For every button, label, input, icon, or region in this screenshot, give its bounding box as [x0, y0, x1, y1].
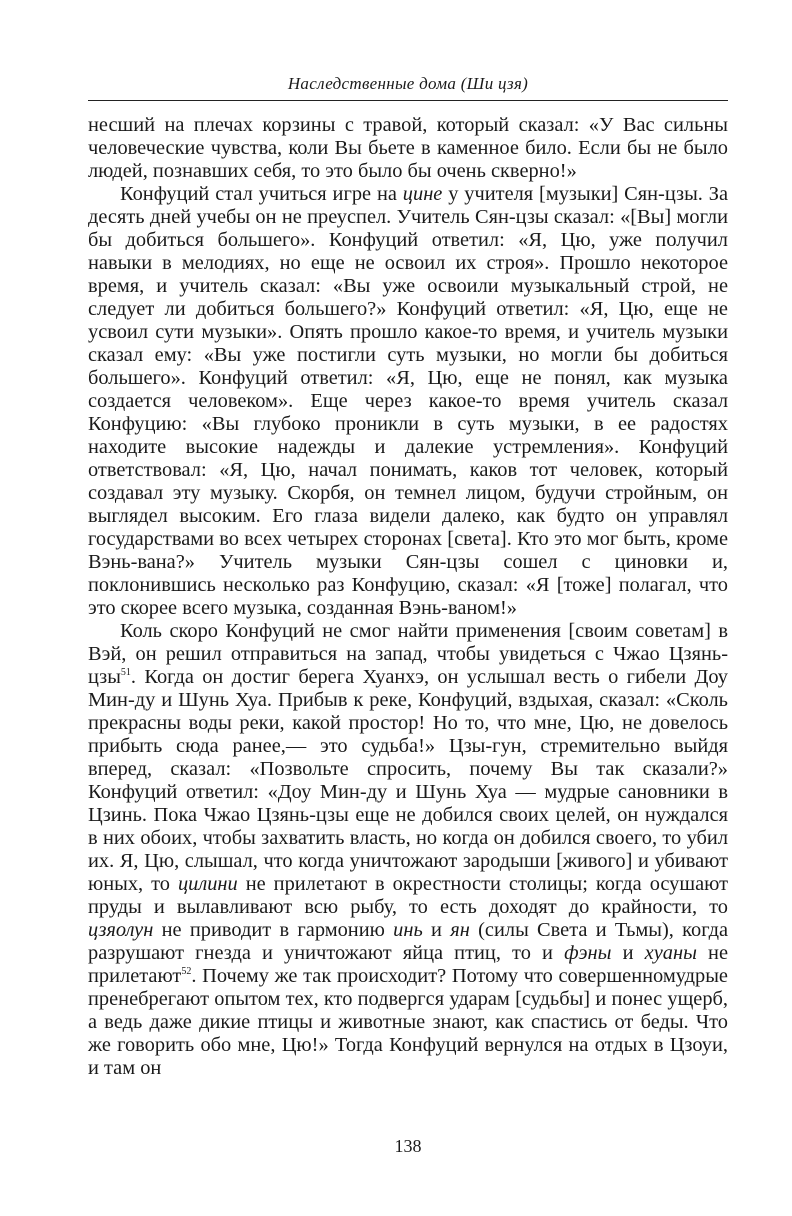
- italic-term: фэны: [564, 942, 612, 964]
- italic-term: цзяолун: [88, 919, 154, 941]
- header-rule: [88, 100, 728, 101]
- paragraph: [88, 114, 728, 183]
- italic-term: ян: [450, 919, 470, 941]
- italic-term: хуаны: [644, 942, 697, 964]
- text-segment: и: [611, 942, 645, 964]
- paragraph: [88, 620, 728, 1080]
- footnote-ref: 52: [181, 966, 192, 978]
- text-segment: . Когда он достиг берега Хуанхэ, он услышал весть о гибели Доу Мин-ду и Шунь Хуа. Прибыв к реке, Конфуций, вздыхая, сказал: «Сколь прекрасны воды реки, какой простор! Но то, что мне, Цю, не довелось прибыть сюда ранее,— это судьба!» Цзы-гун, стремительно выйдя вперед, сказал: «Позвольте спросить, почему Вы так сказали?» Конфуций ответил: «Доу Мин-ду и Шунь Хуа — мудрые сановники в Цзинь. Пока Чжао Цзянь-цзы еще не добился своих целей, он нуждался в них обоих, чтобы захватить власть, но когда он добился своего, то убил их. Я, Цю, слышал, что когда уничтожают зародыши [живого] и убивают юных, то: [88, 666, 728, 895]
- italic-term: цине: [402, 183, 443, 205]
- italic-term: инь: [393, 919, 423, 941]
- text-segment: Коль скоро Конфуций не смог найти применения [своим советам] в Вэй, он решил отправиться на запад, чтобы увидеться с Чжао Цзянь-цзы: [88, 620, 728, 688]
- paragraph: [88, 183, 728, 620]
- text-segment: несший на плечах корзины с травой, который сказал: «У Вас сильны человеческие чувства, коли Вы бьете в каменное било. Если бы не было людей, познавших себя, то это было бы очень скверно!»: [88, 114, 728, 182]
- page-number: 138: [394, 1136, 422, 1156]
- text-segment: . Почему же так происходит? Потому что совершенномудрые пренебрегают опытом тех, кто подвергся ударам [судьбы] и понес ущерб, а ведь даже дикие птицы и животные знают, как спастись от беды. Что же говорить обо мне, Цю!» Тогда Конфуций вернулся на отдых в Цзоуи, и там он: [88, 965, 728, 1079]
- text-segment: и: [422, 919, 451, 941]
- text-segment: (силы Света и Тьмы), когда разрушают гнезда и уничтожают яйца птиц, то и: [88, 919, 729, 964]
- italic-term: цилини: [177, 873, 238, 895]
- text-segment: Конфуций стал учиться игре на: [120, 183, 403, 205]
- footnote-ref: 51: [120, 667, 131, 679]
- text-segment: не прилетают в окрестности столицы; когда осушают пруды и вылавливают всю рыбу, то есть доходят до крайности, то: [88, 873, 728, 918]
- text-segment: не прилетают: [88, 942, 729, 987]
- text-segment: у учителя [музыки] Сян-цзы. За десять дней учебы он не преуспел. Учитель Сян-цзы сказал: «[Вы] могли бы добиться большего». Конфуций ответил: «Я, Цю, уже получил навыки в мелодиях, но еще не освоил их строя». Прошло некоторое время, и учитель сказал: «Вы уже освоили музыкальный строй, не следует ли добиться большего?» Конфуций ответил: «Я, Цю, еще не усвоил сути музыки». Опять прошло какое-то время, и учитель музыки сказал ему: «Вы уже постигли суть музыки, но могли бы добиться большего». Конфуций ответил: «Я, Цю, еще не понял, как музыка создается человеком». Еще через какое-то время учитель сказал Конфуцию: «Вы глубоко проникли в суть музыки, в ее радостях находите высокие надежды и далекие устремления». Конфуций ответствовал: «Я, Цю, начал понимать, каков тот человек, который создавал эту музыку. Скорбя, он темнел лицом, будучи стройным, он выглядел высоким. Его глаза видели далеко, как будто он управлял государствами во всех четырех сторонах [света]. Кто это мог быть, кроме Вэнь-вана?» Учитель музыки Сян-цзы сошел с циновки и, поклонившись несколько раз Конфуцию, сказал: «Я [тоже] полагал, что это скорее всего музыка, созданная Вэнь-ваном!»: [88, 183, 729, 619]
- body-text: [88, 114, 728, 1080]
- text-segment: не приводит в гармонию: [153, 919, 394, 941]
- running-title: Наследственные дома (Ши цзя): [287, 74, 529, 93]
